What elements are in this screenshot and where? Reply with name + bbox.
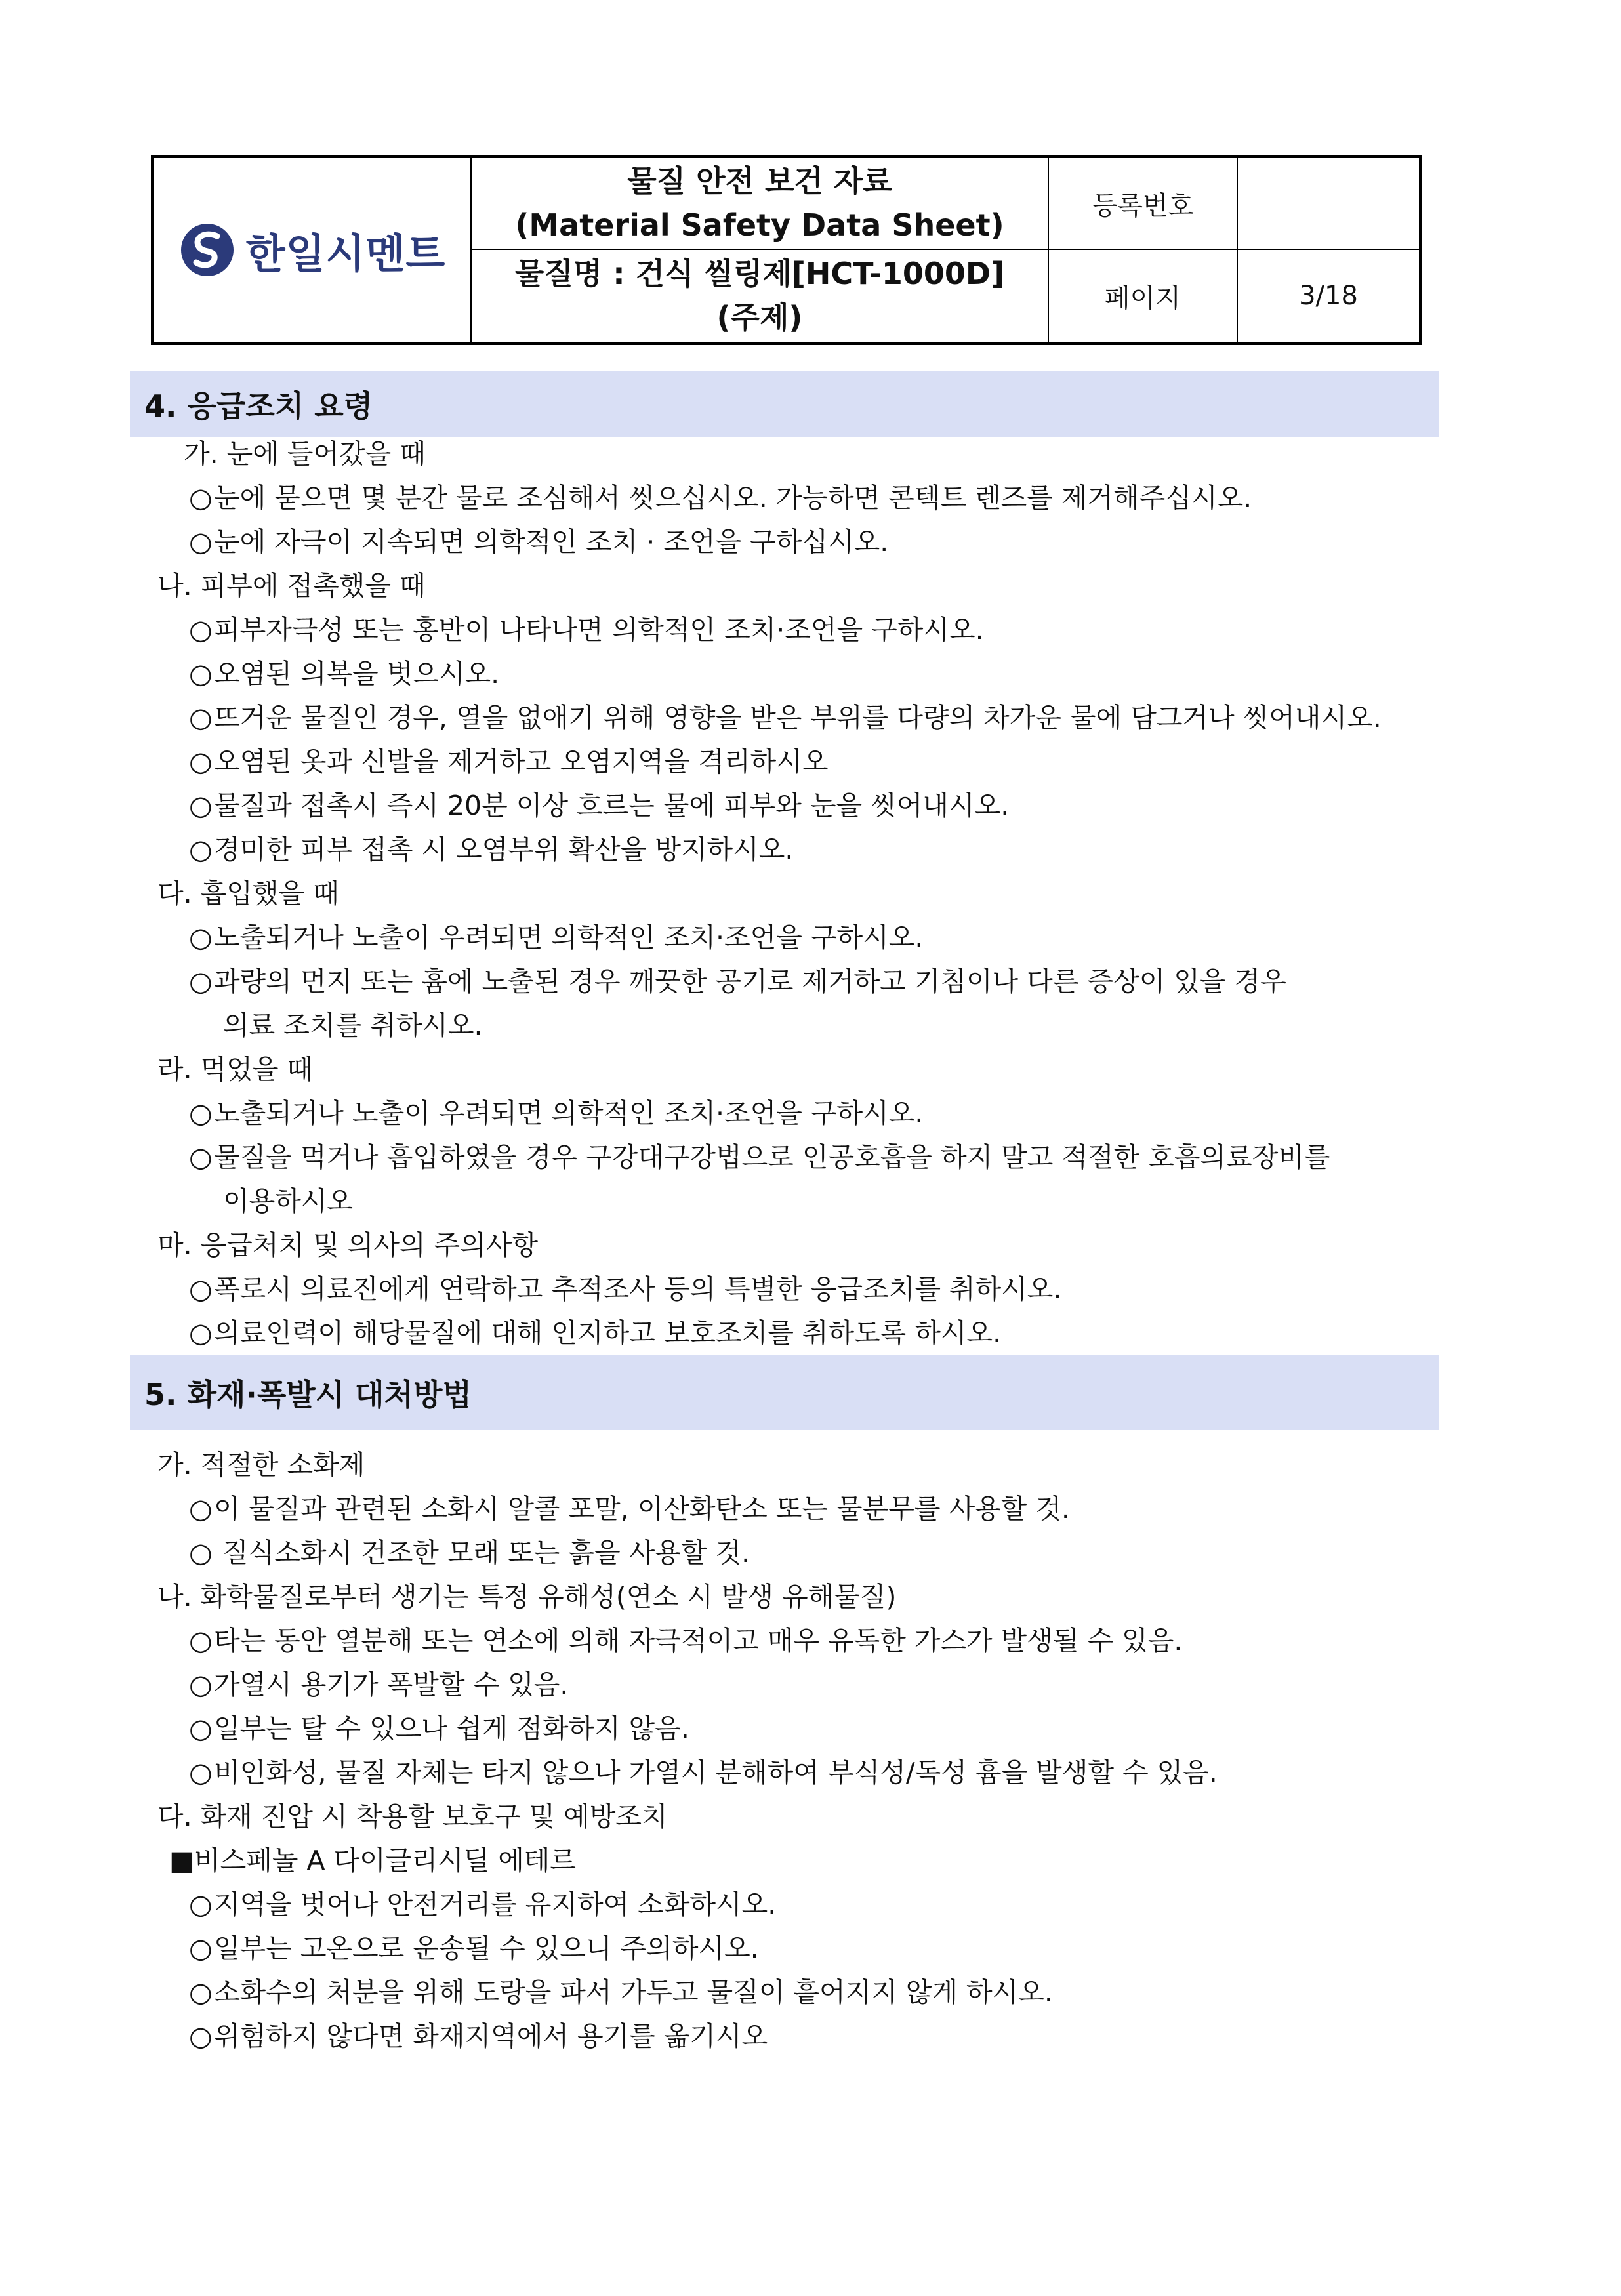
list-item: ○의료인력이 해당물질에 대해 인지하고 보호조치를 취하도록 하시오. [189,1317,1002,1349]
list-item: ○ 질식소화시 건조한 모래 또는 흙을 사용할 것. [189,1537,750,1568]
bullet-circle-icon: ○ [189,1273,213,1305]
list-item-continuation: 이용하시오 [223,1185,354,1217]
document-title-en: (Material Safety Data Sheet) [515,207,1004,243]
product-name-line2: (주제) [716,300,803,335]
list-item: ○물질과 접촉시 즉시 20분 이상 흐르는 물에 피부와 눈을 씻어내시오. [189,790,1010,821]
substance-subheading: ■비스페놀 A 다이글리시딜 에테르 [169,1845,577,1876]
registration-number-value [1238,158,1419,250]
s4-d-title: 라. 먹었을 때 [157,1054,314,1085]
list-item: ○폭로시 의료진에게 연락하고 추적조사 등의 특별한 응급조치를 취하시오. [189,1273,1062,1305]
list-item: ○뜨거운 물질인 경우, 열을 없애기 위해 영향을 받은 부위를 다량의 차가운 물에 담그거나 씻어내시오. [189,702,1382,733]
s5-c-title: 다. 화재 진압 시 착용할 보호구 및 예방조치 [157,1801,668,1832]
list-item: ○피부자극성 또는 홍반이 나타나면 의학적인 조치·조언을 구하시오. [189,614,984,646]
list-item: ○노출되거나 노출이 우려되면 의학적인 조치·조언을 구하시오. [189,922,924,953]
product-name-cell [472,250,1049,342]
list-item: ○가열시 용기가 폭발할 수 있음. [189,1669,569,1700]
page-number: 3/18 [1299,281,1358,311]
list-item: ○이 물질과 관련된 소화시 알콜 포말, 이산화탄소 또는 물분무를 사용할 것. [189,1493,1070,1525]
bullet-circle-icon: ○ [189,834,213,865]
bullet-circle-icon: ○ [189,790,213,821]
s5-b-title: 나. 화학물질로부터 생기는 특정 유해성(연소 시 발생 유해물질) [157,1581,897,1612]
s4-e-title: 마. 응급처치 및 의사의 주의사항 [157,1229,539,1261]
section-4-heading: 4. 응급조치 요령 [130,371,1439,437]
bullet-circle-icon: ○ [189,1097,213,1129]
bullet-circle-icon: ○ [189,658,213,689]
company-logo-text: 한일시멘트 [245,229,446,277]
s4-a-title: 가. 눈에 들어갔을 때 [184,438,426,470]
bullet-circle-icon: ○ [189,1757,213,1788]
list-item-continuation: 의료 조치를 취하시오. [223,1010,483,1041]
bullet-circle-icon: ○ [189,1493,213,1525]
list-item: ○비인화성, 물질 자체는 타지 않으나 가열시 분해하여 부식성/독성 흄을 발생할 수 있음. [189,1757,1218,1788]
list-item: ○일부는 탈 수 있으나 쉽게 점화하지 않음. [189,1713,689,1744]
list-item: ○오염된 의복을 벗으시오. [189,658,500,689]
document-title-ko: 물질 안전 보건 자료 [627,163,892,199]
list-item: ○눈에 자극이 지속되면 의학적인 조치 · 조언을 구하십시오. [189,526,889,558]
bullet-circle-icon: ○ [189,1537,213,1568]
bullet-circle-icon: ○ [189,482,213,514]
bullet-circle-icon: ○ [189,1669,213,1700]
bullet-circle-icon: ○ [189,746,213,777]
bullet-circle-icon: ○ [189,1625,213,1656]
company-logo-icon [179,222,236,278]
section-5-heading: 5. 화재·폭발시 대처방법 [130,1355,1439,1430]
bullet-square-icon: ■ [169,1845,195,1876]
list-item: ○타는 동안 열분해 또는 연소에 의해 자극적이고 매우 유독한 가스가 발생될 수 있음. [189,1625,1183,1656]
product-name-line1: 물질명 : 건식 씰링제[HCT-1000D] [514,256,1005,292]
list-item: ○경미한 피부 접촉 시 오염부위 확산을 방지하시오. [189,834,794,865]
list-item: ○위험하지 않다면 화재지역에서 용기를 옮기시오 [189,2020,768,2052]
company-logo [154,158,472,342]
registration-number-label: 등록번호 [1049,158,1238,250]
bullet-circle-icon: ○ [189,1933,213,1964]
bullet-circle-icon: ○ [189,1889,213,1920]
bullet-circle-icon: ○ [189,526,213,558]
list-item: ○오염된 옷과 신발을 제거하고 오염지역을 격리하시오 [189,746,829,777]
bullet-circle-icon: ○ [189,1141,213,1173]
bullet-circle-icon: ○ [189,702,213,733]
list-item: ○지역을 벗어나 안전거리를 유지하여 소화하시오. [189,1889,777,1920]
document-title-cell [472,158,1049,250]
bullet-circle-icon: ○ [189,1713,213,1744]
list-item: ○일부는 고온으로 운송될 수 있으니 주의하시오. [189,1933,759,1964]
bullet-circle-icon: ○ [189,966,213,997]
bullet-circle-icon: ○ [189,1977,213,2008]
s4-c-title: 다. 흡입했을 때 [157,878,339,909]
page-label: 페이지 [1049,250,1238,342]
document-header-table [151,155,1422,345]
s5-a-title: 가. 적절한 소화제 [157,1449,365,1481]
list-item: ○눈에 묻으면 몇 분간 물로 조심해서 씻으십시오. 가능하면 콘텍트 렌즈를 제거해주십시오. [189,482,1252,514]
list-item: ○물질을 먹거나 흡입하였을 경우 구강대구강법으로 인공호흡을 하지 말고 적절한 호흡의료장비를 [189,1141,1330,1173]
s4-b-title: 나. 피부에 접촉했을 때 [157,570,426,602]
list-item: ○노출되거나 노출이 우려되면 의학적인 조치·조언을 구하시오. [189,1097,924,1129]
bullet-circle-icon: ○ [189,2020,213,2052]
list-item: ○소화수의 처분을 위해 도랑을 파서 가두고 물질이 흩어지지 않게 하시오. [189,1977,1053,2008]
bullet-circle-icon: ○ [189,1317,213,1349]
bullet-circle-icon: ○ [189,922,213,953]
list-item: ○과량의 먼지 또는 흄에 노출된 경우 깨끗한 공기로 제거하고 기침이나 다른 증상이 있을 경우 [189,966,1286,997]
bullet-circle-icon: ○ [189,614,213,646]
